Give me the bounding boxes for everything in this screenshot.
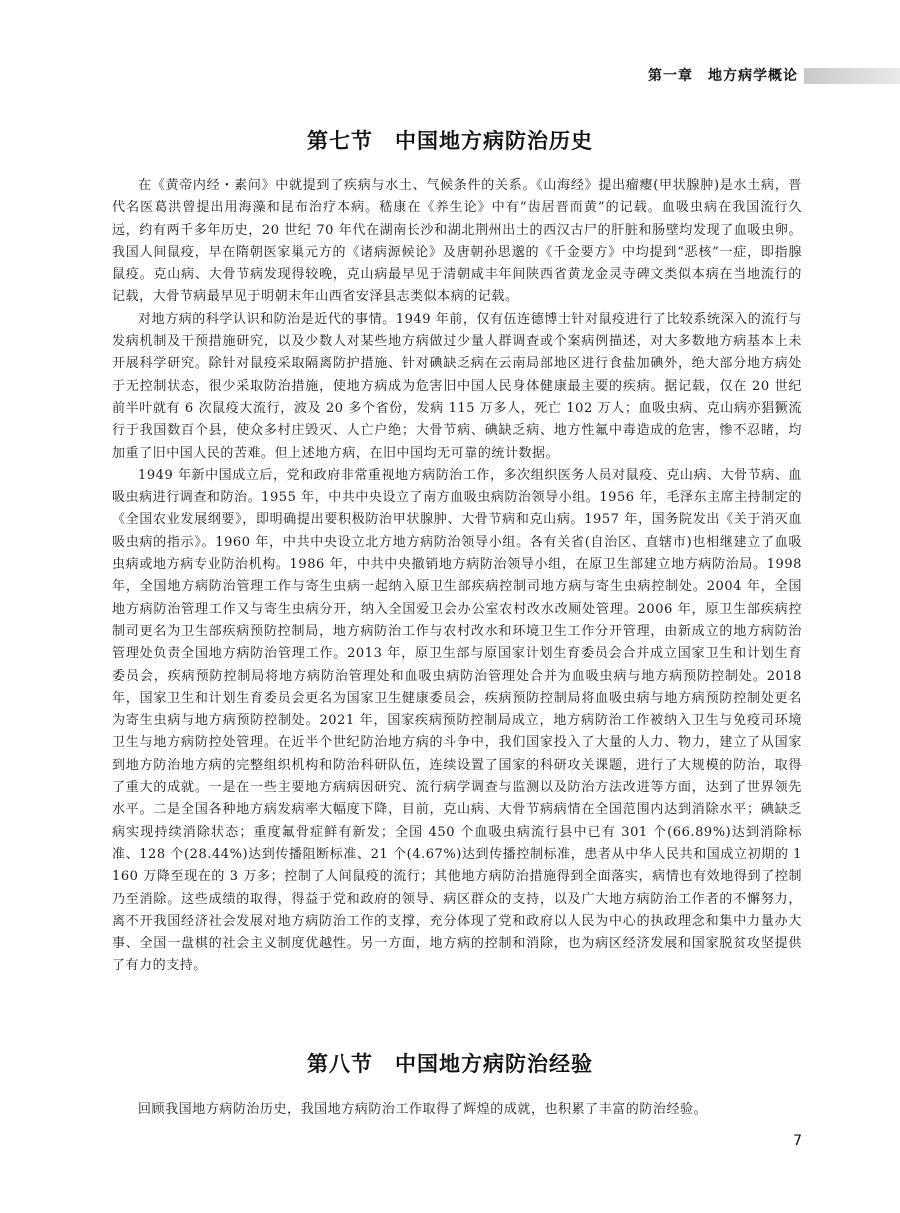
chapter-title: 第一章 地方病学概论 xyxy=(648,68,798,84)
paragraph: 回顾我国地方病防治历史，我国地方病防治工作取得了辉煌的成就，也积累了丰富的防治经验。 xyxy=(138,1102,708,1117)
section-7-title: 第七节 中国地方病防治历史 xyxy=(307,129,593,153)
paragraph: 1949 年新中国成立后，党和政府非常重视地方病防治工作，多次组织医务人员对鼠疫、克山病、大骨节病、血吸虫病进行调查和防治。1955 年，中共中央设立了南方血吸虫病防治领导小组。1956 年，毛泽东主席主持制定的《全国农业发展纲要》，即明确提出要积极防治甲状腺肿、大骨节病和克山病。1957 年，国务院发出《关于消灭血吸虫病的指示》。1960 年，中共中央设立北方地方病防治领导小组。各有关省(自治区、直辖市)也相继建立了血吸虫病或地方病专业防治机构。1986 年，中共中央撤销地方病防治领导小组，在原卫生部建立地方病防治局。1998 年，全国地方病防治管理工作与寄生虫病一起纳入原卫生部疾病控制司地方病与寄生虫病控制处。2004 年，全国地方病防治管理工作又与寄生虫病分开，纳入全国爱卫会办公室农村改水改厕处管理。2006 年，原卫生部疾病控制司更名为卫生部疾病预防控制局，地方病防治工作与农村改水和环境卫生工作分开管理，由新成立的地方病防治管理处负责全国地方病防治管理工作。2013 年，原卫生部与原国家计划生育委员会合并成立国家卫生和计划生育委员会，疾病预防控制局将地方病防治管理处和血吸虫病防治管理处合并为血吸虫病与地方病预防控制处。2018 年，国家卫生和计划生育委员会更名为国家卫生健康委员会，疾病预防控制局将血吸虫病与地方病预防控制处更名为寄生虫病与地方病预防控制处。2021 年，国家疾病预防控制局成立，地方病防治工作被纳入卫生与免疫司环境卫生与地方病防控处管理。在近半个世纪防治地方病的斗争中，我们国家投入了大量的人力、物力，建立了从国家到地方防治地方病的完整组织机构和防治科研队伍，连续设置了国家的科研攻关课题，进行了大规模的防治，取得了重大的成就。一是在一些主要地方病病因研究、流行病学调查与监测以及防治方法改进等方面，达到了世界领先水平。二是全国各种地方病发病率大幅度下降，目前，克山病、大骨节病病情在全国范围内达到消除水平；碘缺乏病实现持续消除状态；重度氟骨症鲜有新发；全国 450 个血吸虫病流行县中已有 301 个(66.89%)达到消除标准、128 个(28.44%)达到传播阻断标准、21 个(4.67%)达到传播控制标准，患者从中华人民共和国成立初期的 1 160 万降至现在的 3 万多；控制了人间鼠疫的流行；其他地方病防治措施得到全面落实，病情也有效地得到了控制乃至消除。这些成绩的取得，得益于党和政府的领导、病区群众的支持，以及广大地方病防治工作者的不懈努力，离不开我国经济社会发展对地方病防治工作的支撑，充分体现了党和政府以人民为中心的执政理念和集中力量办大事、全国一盘棋的社会主义制度优越性。另一方面，地方病的控制和消除，也为病区经济发展和国家脱贫攻坚提供了有力的支持。 xyxy=(112,467,802,974)
page-number: 7 xyxy=(793,1133,802,1149)
paragraph: 在《黄帝内经・素问》中就提到了疾病与水土、气候条件的关系。《山海经》提出瘤瘿(甲状腺肿)是水土病，晋代名医葛洪曾提出用海藻和昆布治疗本病。嵇康在《养生论》中有“齿居晋而黄”的记载。血吸虫病在我国流行久远，约有两千多年历史，20 世纪 70 年代在湖南长沙和湖北荆州出土的西汉古尸的肝脏和肠壁均发现了血吸虫卵。我国人间鼠疫，早在隋朝医家巢元方的《诸病源候论》及唐朝孙思邈的《千金要方》中均提到“恶核”一症，即指腺鼠疫。克山病、大骨节病发现得较晚，克山病最早见于清朝咸丰年间陕西省黄龙金灵寺碑文类似本病在当地流行的记载，大骨节病最早见于明朝末年山西省安泽县志类似本病的记载。 xyxy=(112,178,802,305)
paragraph: 对地方病的科学认识和防治是近代的事情。1949 年前，仅有伍连德博士针对鼠疫进行了比较系统深入的流行与发病机制及干预措施研究，以及少数人对某些地方病做过少量人群调查或个案病例描述，对大多数地方病基本上未开展科学研究。除针对鼠疫采取隔离防护措施、针对碘缺乏病在云南局部地区进行食盐加碘外，绝大部分地方病处于无控制状态，很少采取防治措施，使地方病成为危害旧中国人民身体健康最主要的疾病。据记载，仅在 20 世纪前半叶就有 6 次鼠疫大流行，波及 20 多个省份，发病 115 万多人，死亡 102 万人；血吸虫病、克山病亦猖獗流行于我国数百个县，使众多村庄毁灭、人亡户绝；大骨节病、碘缺乏病、地方性氟中毒造成的危害，惨不忍睹，均加重了旧中国人民的苦难。但上述地方病，在旧中国均无可靠的统计数据。 xyxy=(112,311,802,461)
running-header xyxy=(0,67,900,89)
section-7-body xyxy=(112,175,802,978)
section-8-title: 第八节 中国地方病防治经验 xyxy=(307,1052,593,1076)
header-gray-bar xyxy=(804,68,900,84)
section-8-body xyxy=(112,1099,802,1121)
